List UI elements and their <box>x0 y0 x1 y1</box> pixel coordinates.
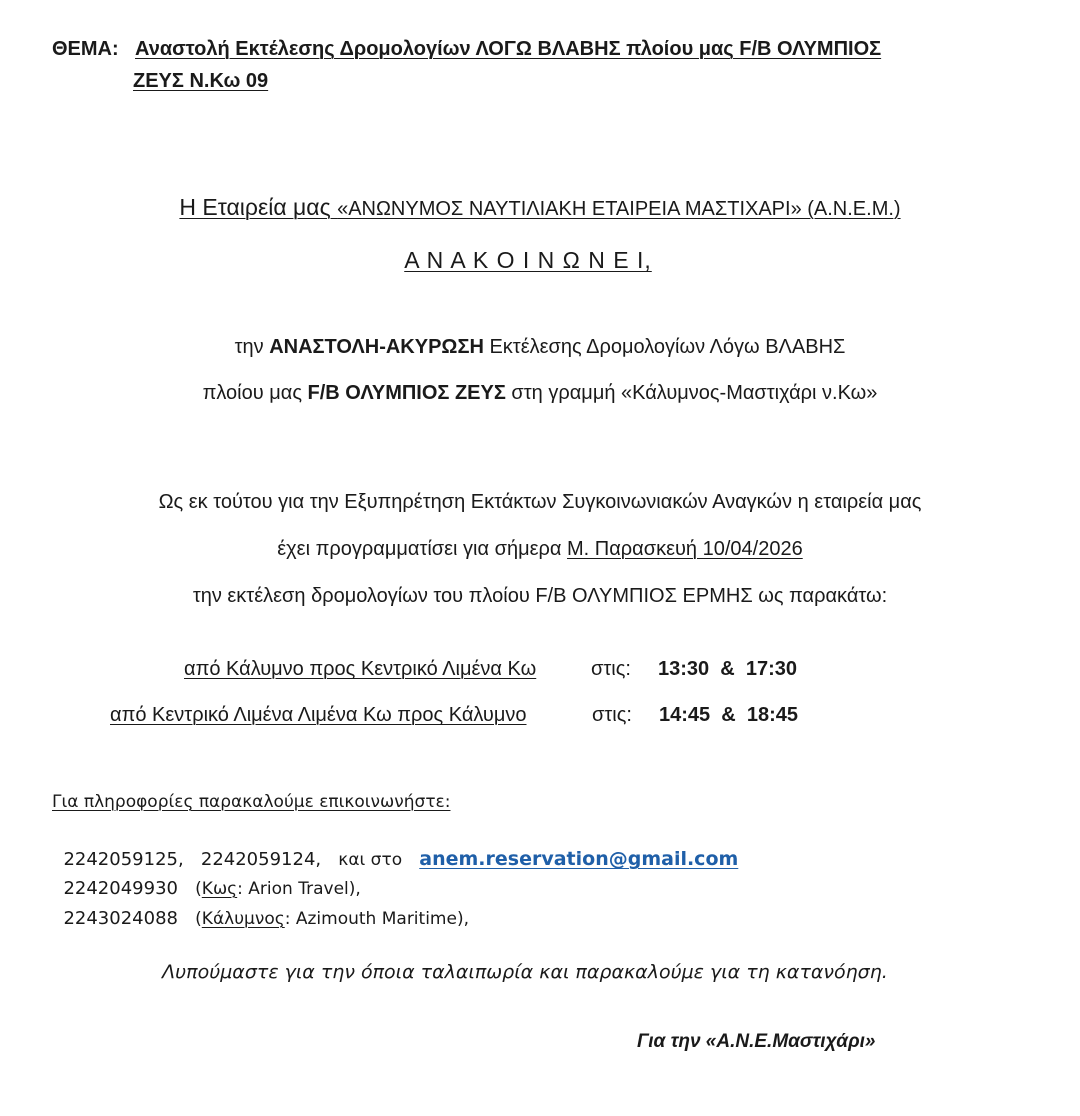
suspension-l1-post: Εκτέλεσης Δρομολογίων Λόγω ΒΛΑΒΗΣ <box>483 336 846 358</box>
agent-2-name: : Azimouth Maritime), <box>284 909 469 929</box>
schedule-route-1: από Κάλυμνο προς Κεντρικό Λιμένα Κω <box>184 658 537 680</box>
contact-line-3 <box>52 887 469 929</box>
intro-line <box>0 194 1080 221</box>
intro-prefix: Η Εταιρεία μας <box>179 194 338 220</box>
service-line-2 <box>0 538 1080 561</box>
agent-2 <box>195 909 469 929</box>
schedule-at-2: στις: <box>592 704 632 726</box>
phone-1: 2242059125, <box>63 849 184 870</box>
service-l2-pre: έχει προγραμματίσει για σήμερα <box>277 538 568 560</box>
subject-line-2: ΖΕΥΣ Ν.Κω 09 <box>133 70 269 92</box>
service-line-3: την εκτέλεση δρομολογίων του πλοίου F/B ΟΛΥΜΠΙΟΣ ΕΡΜΗΣ ως παρακάτω: <box>192 585 888 607</box>
phone-3: 2242049930 <box>63 878 178 899</box>
suspension-l2-post: στη γραμμή «Κάλυμνος-Μαστιχάρι ν.Κω» <box>505 382 878 404</box>
agent-1-name: : Arion Travel), <box>237 879 361 899</box>
apology-text: Λυπούμαστε για την όποια ταλαιπωρία και παρακαλούμε για τη κατανόηση. <box>162 961 888 983</box>
schedule-at-1: στις: <box>591 658 631 680</box>
service-line-1: Ως εκ τούτου για την Εξυπηρέτηση Εκτάκτων Συγκοινωνιακών Αναγκών η εταιρεία μας <box>158 491 922 513</box>
email-link[interactable]: anem.reservation@gmail.com <box>419 848 739 870</box>
company-name: «ΑΝΩΝΥΜΟΣ ΝΑΥΤΙΛΙΑΚΗ ΕΤΑΙΡΕΙΑ ΜΑΣΤΙΧΑΡΙ» (Α.Ν.Ε.Μ.) <box>337 198 901 220</box>
subject-label: ΘΕΜΑ: <box>52 38 119 60</box>
phone-4: 2243024088 <box>63 908 178 929</box>
intro-text <box>179 194 901 220</box>
suspension-l1-bold: ΑΝΑΣΤΟΛΗ-ΑΚΥΡΩΣΗ <box>269 336 484 358</box>
schedule-times-2: 14:45 & 18:45 <box>659 704 798 726</box>
suspension-l1-pre: την <box>234 336 270 358</box>
suspension-l2-pre: πλοίου μας <box>202 382 308 404</box>
signature: Για την «Α.Ν.Ε.Μαστιχάρι» <box>637 1031 876 1052</box>
open-paren-2: ( <box>195 909 202 929</box>
suspension-l2-bold: F/B ΟΛΥΜΠΙΟΣ ΖΕΥΣ <box>307 382 506 404</box>
contact-heading: Για πληροφορίες παρακαλούμε επικοινωνήστε: <box>52 792 451 812</box>
suspension-line-2 <box>0 382 1080 405</box>
agent-2-place: Κάλυμνος <box>201 909 285 929</box>
schedule-times-1: 13:30 & 17:30 <box>658 658 797 680</box>
service-date: Μ. Παρασκευή 10/04/2026 <box>567 538 803 560</box>
subject-line-1: Αναστολή Εκτέλεσης Δρομολογίων ΛΟΓΩ ΒΛΑΒΗΣ πλοίου μας F/B ΟΛΥΜΠΙΟΣ <box>135 38 882 60</box>
suspension-line-1 <box>0 336 1080 359</box>
agent-1-place: Κως <box>201 879 238 899</box>
open-paren-1: ( <box>195 879 202 899</box>
announces-heading: Α Ν Α Κ Ο Ι Ν Ω Ν Ε Ι, <box>404 247 652 273</box>
schedule-route-2: από Κεντρικό Λιμένα Λιμένα Κω προς Κάλυμνο <box>110 704 527 726</box>
and-at: και στο <box>338 850 403 870</box>
phone-2: 2242059124, <box>200 849 322 870</box>
